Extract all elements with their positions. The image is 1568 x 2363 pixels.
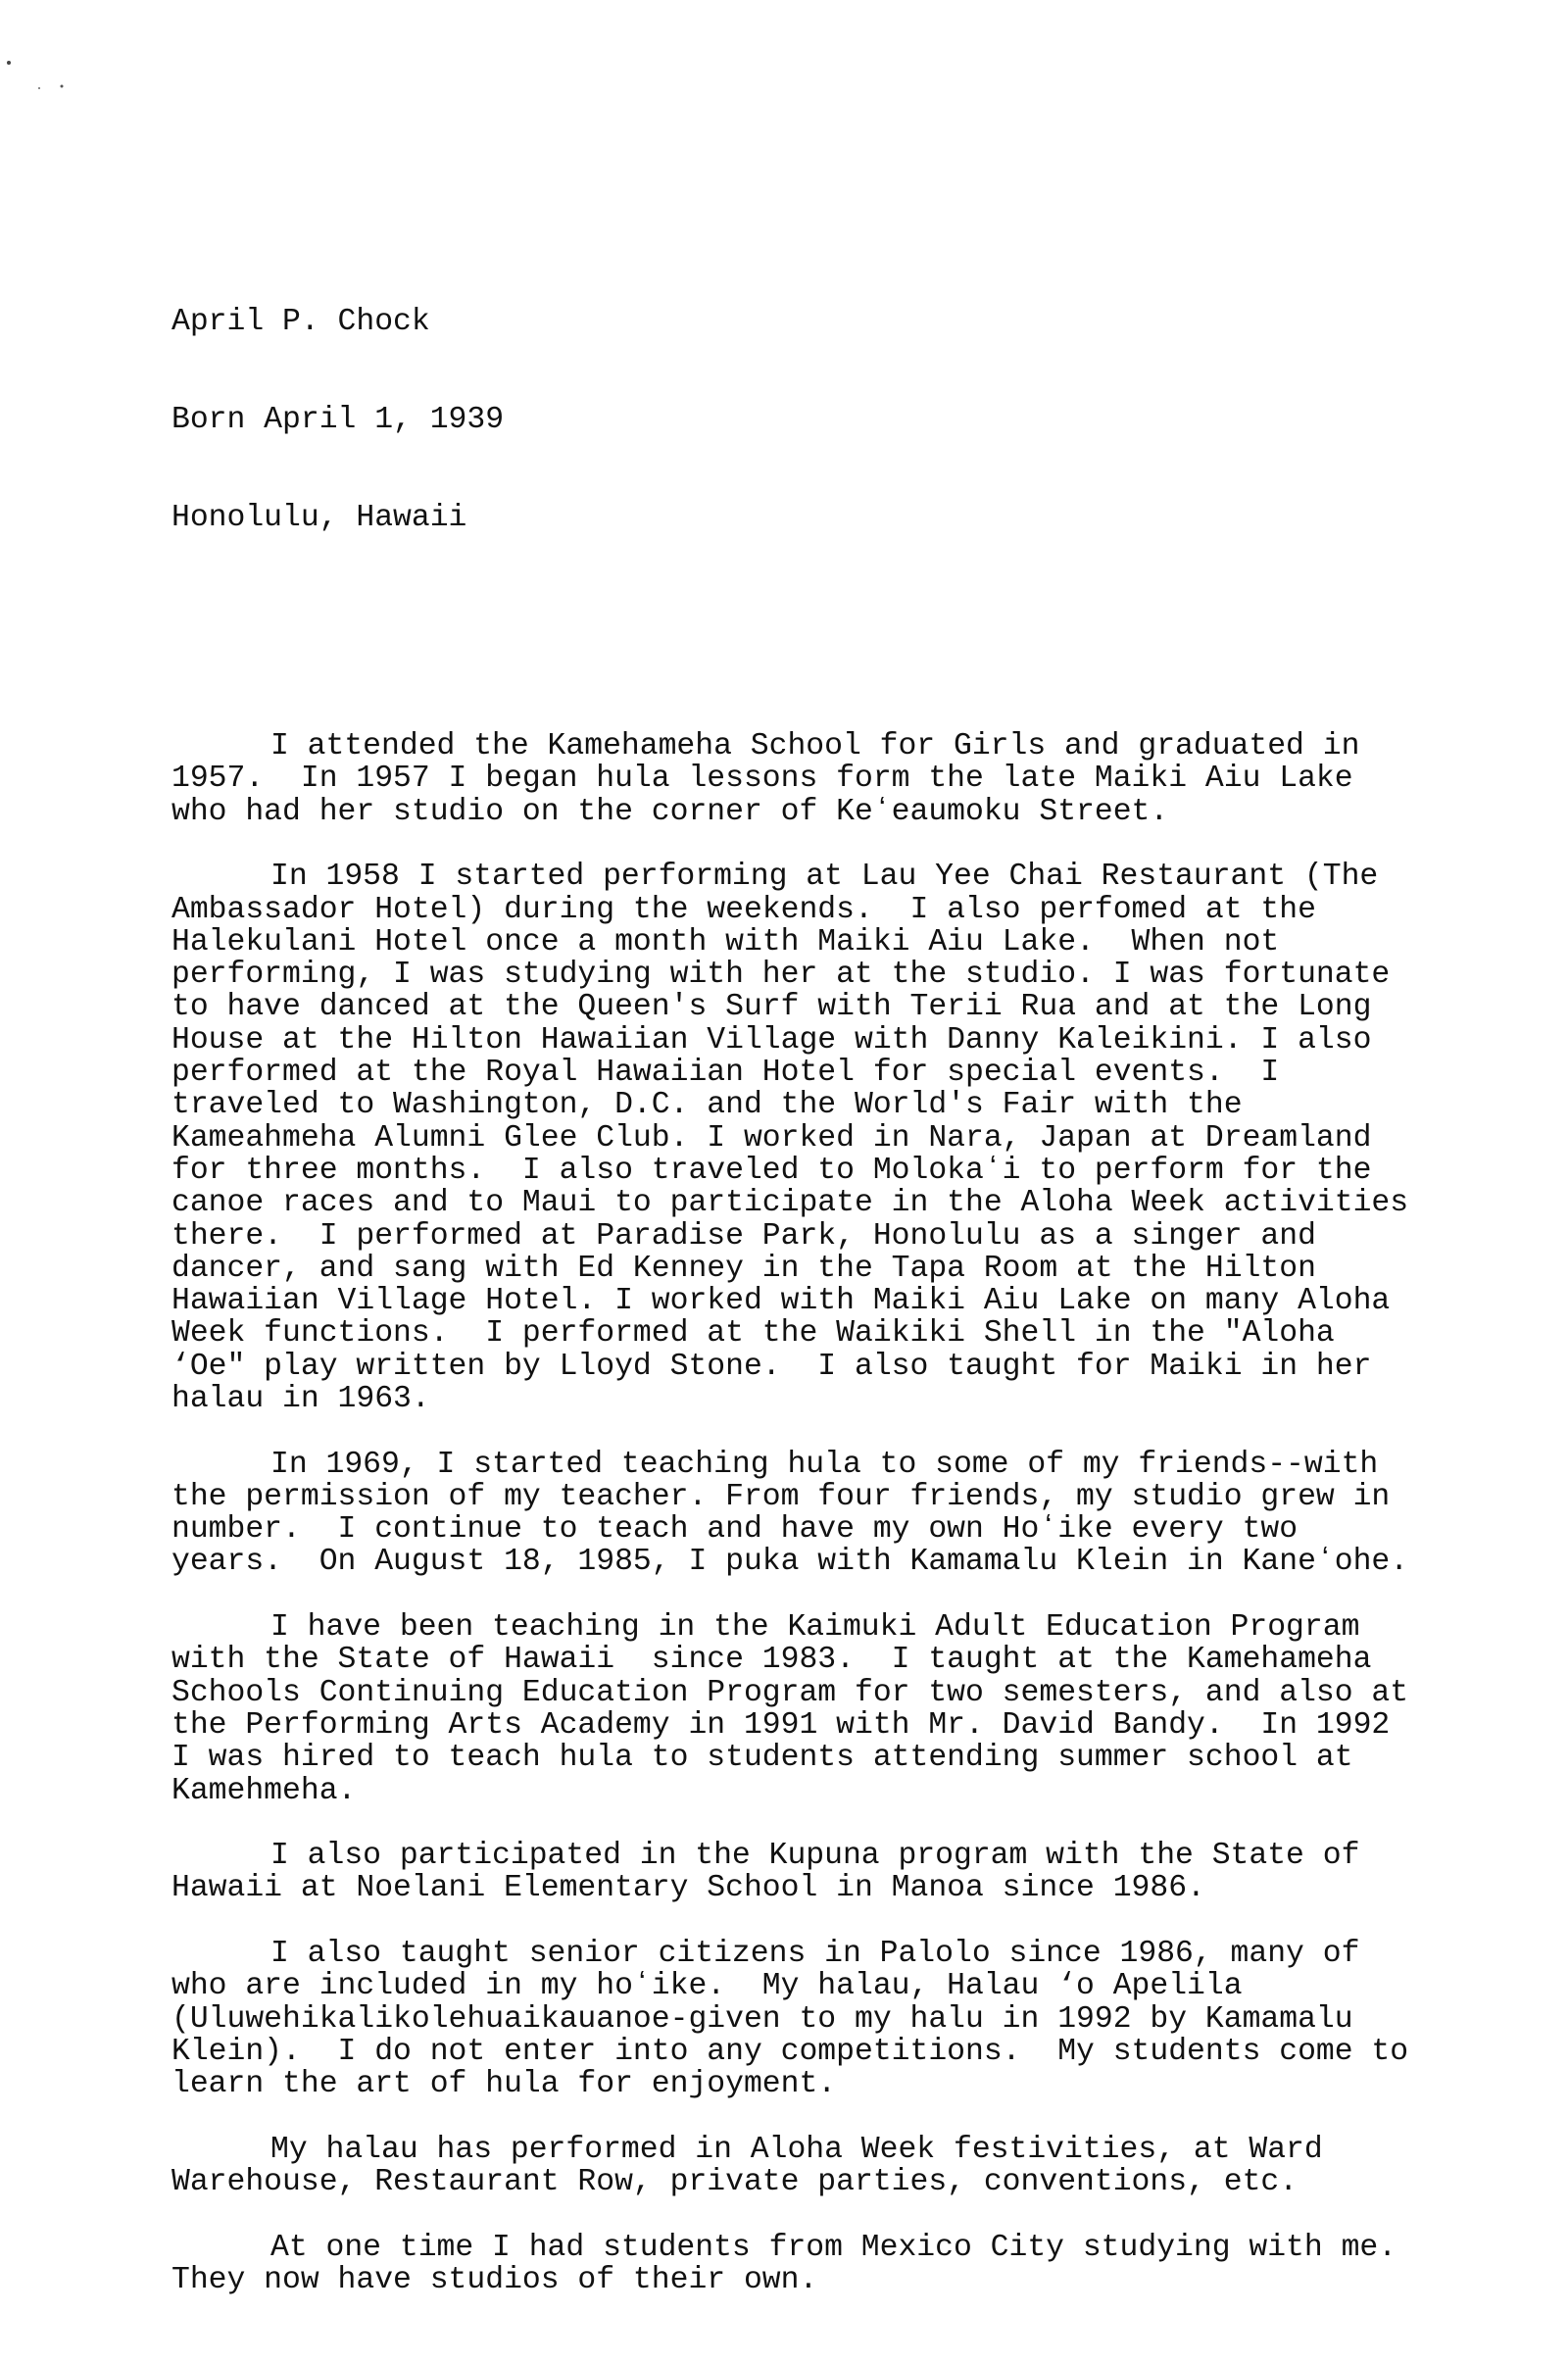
paragraph-line bbox=[172, 894, 1446, 926]
paragraph-line bbox=[172, 2003, 1446, 2036]
line-text: (Uluwehikalikolehuaikauanoe-given to my halu in 1992 by Kamamalu bbox=[172, 2001, 1353, 2037]
paragraph-line bbox=[172, 1122, 1446, 1155]
paragraph-line bbox=[172, 1677, 1446, 1709]
paragraph-line bbox=[172, 796, 1446, 828]
paragraph-line bbox=[172, 1317, 1446, 1350]
paragraph bbox=[172, 1840, 1446, 1905]
line-text: Hawaiian Village Hotel. I worked with Maiki Aiu Lake on many Aloha bbox=[172, 1284, 1391, 1319]
line-text: Schools Continuing Education Program for two semesters, and also at bbox=[172, 1675, 1409, 1710]
line-text: Kameahmeha Alumni Glee Club. I worked in Nara, Japan at Dreamland bbox=[172, 1120, 1372, 1156]
paragraph-line bbox=[172, 1970, 1446, 2002]
paragraph bbox=[172, 1938, 1446, 2100]
line-text: In 1958 I started performing at Lau Yee Chai Restaurant (The bbox=[270, 860, 1379, 895]
paragraph-line bbox=[172, 1285, 1446, 1317]
line-text: for three months. I also traveled to Molokaʻi to perform for the bbox=[172, 1153, 1372, 1188]
scan-specks bbox=[0, 0, 118, 108]
paragraph-line bbox=[172, 991, 1446, 1023]
paragraph-line bbox=[172, 1742, 1446, 1774]
line-text: I attended the Kamehameha School for Girls and graduated in bbox=[270, 729, 1360, 764]
line-text: Halekulani Hotel once a month with Maiki Aiu Lake. When not bbox=[172, 924, 1280, 960]
paragraph bbox=[172, 1449, 1446, 1579]
line-text: Kamehmeha. bbox=[172, 1773, 357, 1808]
paragraph-line bbox=[172, 861, 1446, 893]
paragraph-line bbox=[172, 1220, 1446, 1253]
paragraph-line bbox=[172, 2166, 1446, 2198]
paragraph-line bbox=[172, 1775, 1446, 1807]
letter-body bbox=[172, 175, 1446, 2362]
line-text: to have danced at the Queen's Surf with Terii Rua and at the Long bbox=[172, 990, 1372, 1025]
paragraph-line bbox=[172, 1709, 1446, 1742]
line-text: who are included in my hoʻike. My halau, Halau ‘o Apelila bbox=[172, 1969, 1243, 2004]
line-text: My halau has performed in Aloha Week festivities, at Ward bbox=[270, 2132, 1323, 2167]
paragraph-line bbox=[172, 1546, 1446, 1578]
paragraph-line bbox=[172, 763, 1446, 795]
paragraph-line bbox=[172, 1057, 1446, 1089]
paragraph-line bbox=[172, 730, 1446, 763]
birth-place: Honolulu, Hawaii bbox=[172, 500, 467, 535]
line-text: the permission of my teacher. From four friends, my studio grew in bbox=[172, 1479, 1391, 1514]
paragraph-line bbox=[172, 959, 1446, 991]
line-text: canoe races and to Maui to participate in the Aloha Week activities bbox=[172, 1186, 1409, 1221]
paragraph bbox=[172, 730, 1446, 828]
paragraph-line bbox=[172, 1840, 1446, 1872]
line-text: Ambassador Hotel) during the weekends. I also perfomed at the bbox=[172, 892, 1316, 927]
line-text: Klein). I do not enter into any competitions. My students come to bbox=[172, 2034, 1409, 2069]
line-text: I also taught senior citizens in Palolo since 1986, many of bbox=[270, 1937, 1360, 1972]
paragraph-line bbox=[172, 1383, 1446, 1415]
paragraph-line bbox=[172, 1351, 1446, 1383]
line-text: learn the art of hula for enjoyment. bbox=[172, 2067, 837, 2102]
letter-header bbox=[172, 241, 1446, 600]
line-text: dancer, and sang with Ed Kenney in the Tapa Room at the Hilton bbox=[172, 1251, 1316, 1286]
paragraph-line bbox=[172, 2134, 1446, 2166]
paragraph-line bbox=[172, 1513, 1446, 1546]
paragraph-line bbox=[172, 1611, 1446, 1644]
paragraph-line bbox=[172, 1449, 1446, 1481]
paragraph bbox=[172, 2232, 1446, 2297]
paragraphs bbox=[172, 730, 1446, 2296]
paragraph-line bbox=[172, 1024, 1446, 1057]
paragraph-line bbox=[172, 1644, 1446, 1676]
line-text: At one time I had students from Mexico City studying with me. bbox=[270, 2230, 1397, 2265]
paragraph-line bbox=[172, 2068, 1446, 2100]
paragraph-line bbox=[172, 926, 1446, 959]
line-text: with the State of Hawaii since 1983. I taught at the Kamehameha bbox=[172, 1643, 1372, 1678]
line-text: I have been teaching in the Kaimuki Adult Education Program bbox=[270, 1610, 1360, 1646]
paragraph-line bbox=[172, 1872, 1446, 1904]
line-text: House at the Hilton Hawaiian Village with Danny Kaleikini. I also bbox=[172, 1022, 1372, 1058]
author-name: April P. Chock bbox=[172, 305, 430, 340]
line-text: performing, I was studying with her at the studio. I was fortunate bbox=[172, 958, 1391, 993]
line-text: number. I continue to teach and have my own Hoʻike every two bbox=[172, 1512, 1298, 1548]
line-text: Hawaii at Noelani Elementary School in Manoa since 1986. bbox=[172, 1871, 1205, 1906]
line-text: traveled to Washington, D.C. and the World's Fair with the bbox=[172, 1088, 1243, 1123]
line-text: 1957. In 1957 I began hula lessons form the late Maiki Aiu Lake bbox=[172, 762, 1353, 797]
line-text: ‘Oe" play written by Lloyd Stone. I also taught for Maiki in her bbox=[172, 1349, 1372, 1384]
line-text: performed at the Royal Hawaiian Hotel for special events. I bbox=[172, 1056, 1280, 1091]
line-text: Warehouse, Restaurant Row, private parties, conventions, etc. bbox=[172, 2165, 1298, 2200]
paragraph-line bbox=[172, 2232, 1446, 2264]
line-text: I was hired to teach hula to students attending summer school at bbox=[172, 1741, 1353, 1776]
birth-date: Born April 1, 1939 bbox=[172, 403, 505, 438]
paragraph-line bbox=[172, 1253, 1446, 1285]
paragraph-line bbox=[172, 1481, 1446, 1513]
line-text: Week functions. I performed at the Waikiki Shell in the "Aloha bbox=[172, 1316, 1335, 1352]
paragraph-line bbox=[172, 1155, 1446, 1187]
line-text: They now have studios of their own. bbox=[172, 2263, 818, 2297]
paragraph bbox=[172, 2134, 1446, 2199]
paragraph-line bbox=[172, 1089, 1446, 1121]
line-text: years. On August 18, 1985, I puka with Kamamalu Klein in Kaneʻohe. bbox=[172, 1545, 1409, 1580]
paragraph-line bbox=[172, 2036, 1446, 2068]
line-text: halau in 1963. bbox=[172, 1381, 430, 1416]
line-text: who had her studio on the corner of Keʻeaumoku Street. bbox=[172, 794, 1169, 829]
line-text: there. I performed at Paradise Park, Honolulu as a singer and bbox=[172, 1218, 1316, 1254]
paragraph bbox=[172, 861, 1446, 1415]
paragraph-line bbox=[172, 2264, 1446, 2296]
line-text: the Performing Arts Academy in 1991 with Mr. David Bandy. In 1992 bbox=[172, 1707, 1391, 1743]
paragraph-line bbox=[172, 1938, 1446, 1970]
paragraph-line bbox=[172, 1187, 1446, 1219]
paragraph bbox=[172, 1611, 1446, 1807]
line-text: In 1969, I started teaching hula to some of my friends--with bbox=[270, 1447, 1379, 1482]
line-text: I also participated in the Kupuna program with the State of bbox=[270, 1839, 1360, 1874]
